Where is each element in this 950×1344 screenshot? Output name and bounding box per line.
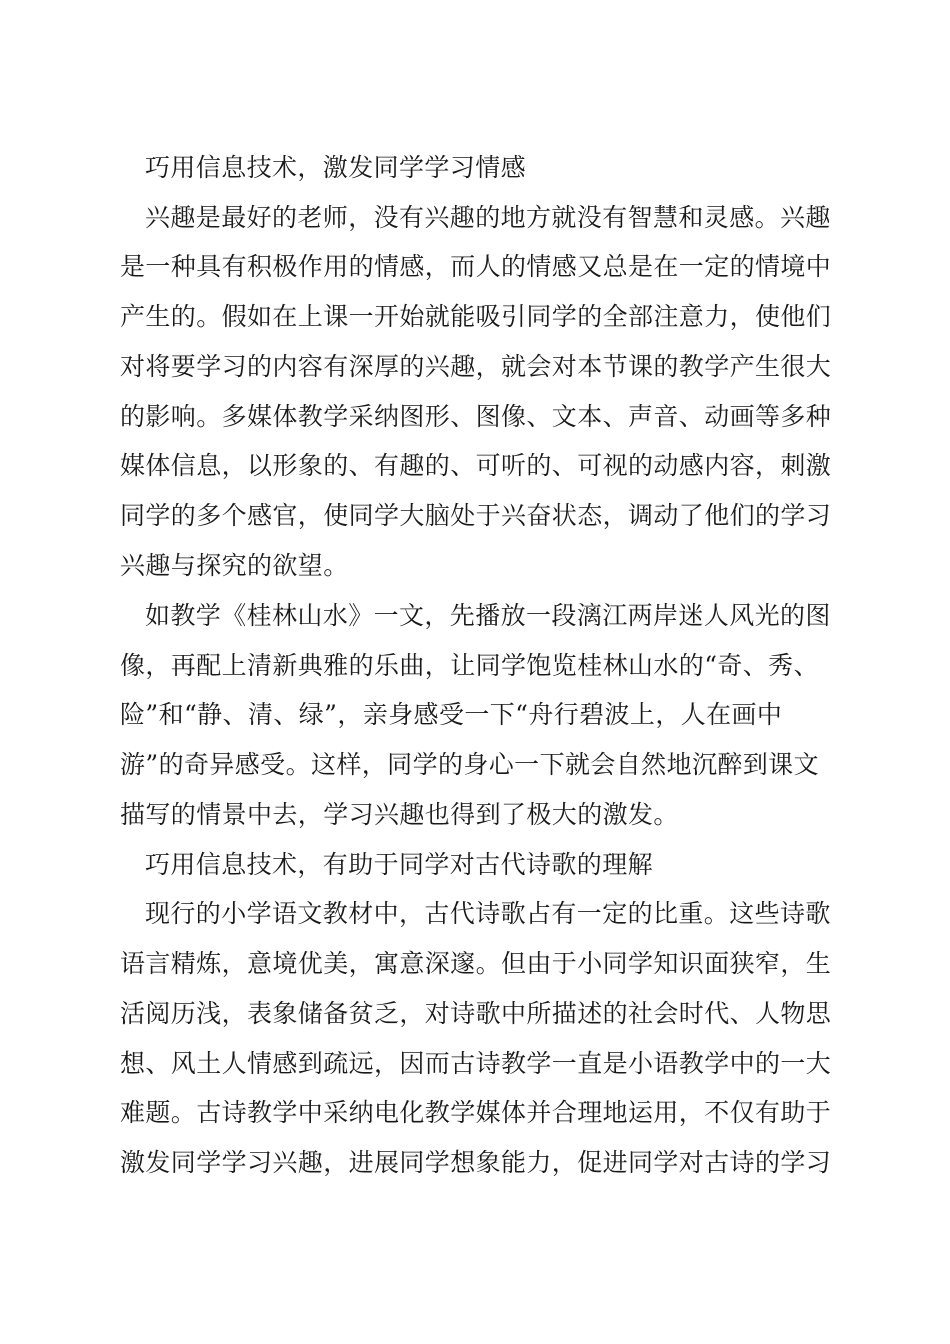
paragraph-3-line-5: 难题。古诗教学中采纳电化教学媒体并合理地运用，不仅有助于	[120, 1098, 832, 1127]
paragraph-3-line-1: 现行的小学语文教材中，古代诗歌占有一定的比重。这些诗歌	[145, 899, 831, 928]
paragraph-3-line-4: 想、风土人情感到疏远，因而古诗教学一直是小语教学中的一大	[120, 1049, 832, 1078]
paragraph-1-line-2: 是一种具有积极作用的情感，而人的情感又总是在一定的情境中	[120, 252, 832, 281]
paragraph-1-line-4: 对将要学习的内容有深厚的兴趣，就会对本节课的教学产生很大	[120, 352, 832, 381]
paragraph-1-line-8: 兴趣与探究的欲望。	[120, 551, 349, 580]
paragraph-1-line-5: 的影响。多媒体教学采纳图形、图像、文本、声音、动画等多种	[120, 402, 832, 431]
paragraph-2-line-5: 描写的情景中去，学习兴趣也得到了极大的激发。	[120, 800, 679, 829]
paragraph-1-line-6: 媒体信息，以形象的、有趣的、可听的、可视的动感内容，刺激	[120, 451, 832, 480]
paragraph-1-line-1: 兴趣是最好的老师，没有兴趣的地方就没有智慧和灵感。兴趣	[145, 203, 831, 232]
paragraph-2-line-1: 如教学《桂林山水》一文，先播放一段漓江两岸迷人风光的图	[145, 601, 831, 630]
section-heading-2: 巧用信息技术，有助于同学对古代诗歌的理解	[145, 850, 654, 879]
paragraph-1-line-3: 产生的。假如在上课一开始就能吸引同学的全部注意力，使他们	[120, 302, 832, 331]
paragraph-1-line-7: 同学的多个感官，使同学大脑处于兴奋状态，调动了他们的学习	[120, 501, 832, 530]
paragraph-2-line-3: 险”和“静、清、绿”，亲身感受一下“舟行碧波上，人在画中	[120, 700, 783, 729]
paragraph-3-line-6: 激发同学学习兴趣，进展同学想象能力，促进同学对古诗的学习	[120, 1148, 832, 1177]
paragraph-3-line-3: 活阅历浅，表象储备贫乏，对诗歌中所描述的社会时代、人物思	[120, 999, 832, 1028]
paragraph-2-line-2: 像，再配上清新典雅的乐曲，让同学饱览桂林山水的“奇、秀、	[120, 651, 819, 680]
paragraph-2-line-4: 游”的奇异感受。这样，同学的身心一下就会自然地沉醉到课文	[120, 750, 819, 779]
paragraph-3-line-2: 语言精炼，意境优美，寓意深邃。但由于小同学知识面狭窄，生	[120, 949, 832, 978]
section-heading-1: 巧用信息技术，激发同学学习情感	[145, 153, 527, 182]
